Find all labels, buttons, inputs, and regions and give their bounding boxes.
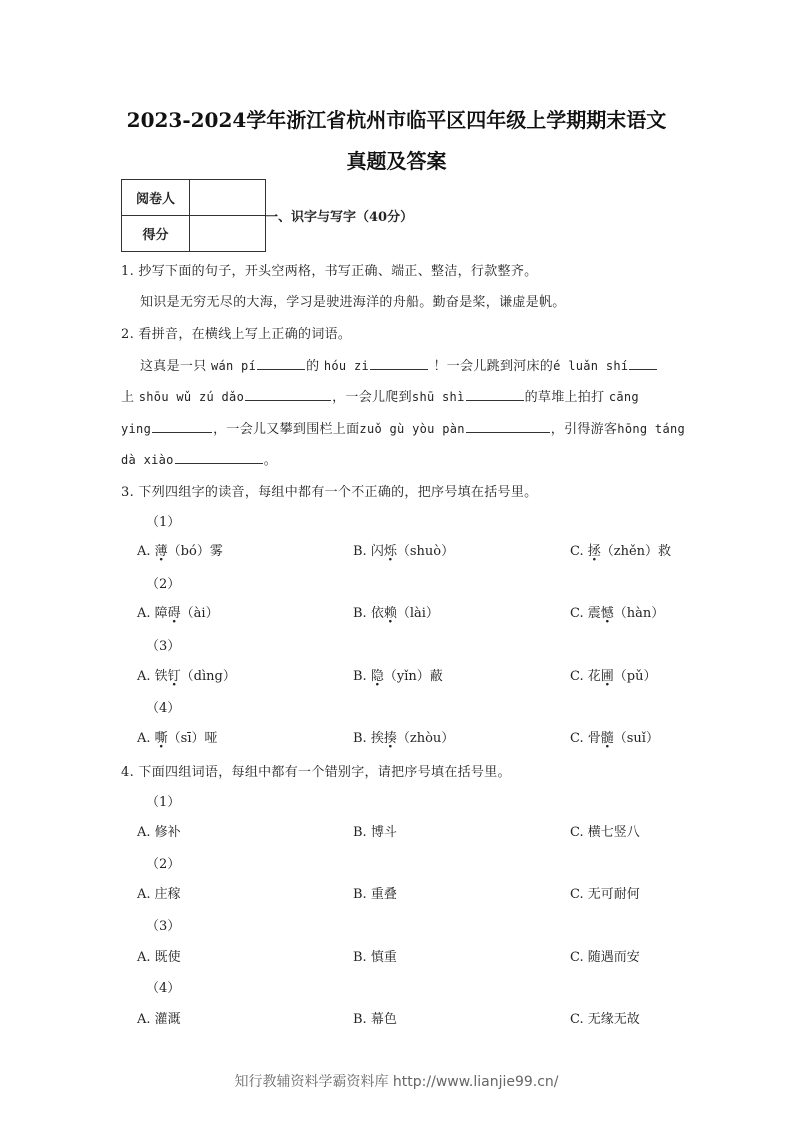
pinyin: shōu wǔ zú dǎo — [138, 390, 245, 404]
dotted-char: 烁 — [383, 544, 397, 559]
document-title-line-1: 2023-2024学年浙江省杭州市临平区四年级上学期期末语文 — [126, 108, 667, 132]
option-c[interactable]: C. 随遇而安 — [570, 950, 640, 965]
group-number: （3） — [146, 919, 181, 934]
group-number: （2） — [146, 577, 181, 592]
pinyin: shū shì — [411, 390, 465, 404]
option-b[interactable]: B. 慎重 — [353, 950, 397, 965]
option-a[interactable]: A. 既使 — [137, 950, 181, 965]
score-label: 得分 — [122, 216, 190, 252]
question-2-line-1 — [140, 355, 658, 374]
dotted-char: 隐 — [370, 669, 384, 684]
option-c[interactable]: C. 拯（zhěn）救 — [570, 544, 672, 559]
question-1-prompt: 1. 抄写下面的句子，开头空两格，书写正确、端正、整洁，行款整齐。 — [121, 264, 538, 279]
question-3-prompt: 3. 下列四组字的读音，每组中都有一个不正确的，把序号填在括号里。 — [121, 485, 538, 500]
answer-blank[interactable] — [152, 420, 212, 433]
pinyin: wán pí — [210, 359, 257, 373]
dotted-char: 嘶 — [154, 731, 168, 746]
reviewer-cell[interactable] — [190, 180, 266, 216]
text: ，一会儿又攀到围栏上面 — [213, 422, 360, 437]
answer-blank[interactable] — [245, 388, 331, 401]
option-b[interactable]: B. 博斗 — [353, 825, 397, 840]
question-2-prompt: 2. 看拼音，在横线上写上正确的词语。 — [121, 327, 352, 342]
text: ！一会儿跳到河床的 — [433, 359, 554, 374]
text: ，一会儿爬到 — [332, 390, 412, 405]
group-number: （4） — [146, 701, 181, 716]
option-b[interactable]: B. 重叠 — [353, 887, 397, 902]
option-a[interactable]: A. 障碍（ài） — [137, 606, 219, 621]
option-b[interactable]: B. 依赖（lài） — [353, 606, 439, 621]
dotted-char: 憾 — [600, 606, 614, 621]
score-cell[interactable] — [190, 216, 266, 252]
answer-blank[interactable] — [257, 357, 305, 370]
text: 的草堆上拍打 — [524, 390, 605, 405]
option-c[interactable]: C. 震憾（hàn） — [570, 606, 665, 621]
option-c[interactable]: C. 花圃（pǔ） — [570, 669, 657, 684]
pinyin: hōng táng — [617, 422, 686, 436]
dotted-char: 碍 — [167, 606, 181, 621]
option-a[interactable]: A. 灌溉 — [137, 1012, 181, 1027]
answer-blank[interactable] — [370, 357, 428, 370]
option-b[interactable]: B. 幕色 — [353, 1012, 397, 1027]
group-number: （3） — [146, 639, 181, 654]
question-2-line-3 — [121, 418, 685, 437]
dotted-char: 赖 — [383, 606, 397, 621]
pinyin: ying — [121, 422, 152, 436]
dotted-char: 薄 — [154, 544, 168, 559]
text: 这真是一只 — [140, 359, 207, 374]
question-1-sentence: 知识是无穷无尽的大海，学习是驶进海洋的舟船。勤奋是桨，谦虚是帆。 — [140, 295, 566, 310]
text: 。 — [263, 453, 277, 468]
section-heading: 一、识字与写字（40分） — [265, 210, 414, 225]
option-c[interactable]: C. 横七竖八 — [570, 825, 640, 840]
option-a[interactable]: A. 修补 — [137, 825, 181, 840]
option-c[interactable]: C. 骨髓（suǐ） — [570, 731, 659, 746]
pinyin: zuǒ gù yòu pàn — [359, 422, 465, 436]
pinyin: é luǎn shí — [553, 359, 629, 373]
option-b[interactable]: B. 隐（yǐn）蔽 — [353, 669, 443, 684]
dotted-char: 钉 — [167, 669, 181, 684]
question-4-prompt: 4. 下面四组词语，每组中都有一个错别字，请把序号填在括号里。 — [121, 765, 511, 780]
text: ，引得游客 — [550, 422, 618, 437]
text: 上 — [121, 390, 135, 405]
dotted-char: 圃 — [600, 669, 614, 684]
question-2-line-2 — [121, 386, 639, 405]
question-2-line-4 — [121, 449, 277, 468]
reviewer-label: 阅卷人 — [122, 180, 190, 216]
answer-blank[interactable] — [466, 420, 550, 433]
option-a[interactable]: A. 庄稼 — [137, 887, 181, 902]
answer-blank[interactable] — [175, 451, 263, 464]
option-a[interactable]: A. 嘶（sī）哑 — [137, 731, 218, 746]
option-a[interactable]: A. 铁钉（dìng） — [137, 669, 236, 684]
option-c[interactable]: C. 无缘无故 — [570, 1012, 640, 1027]
pinyin: dà xiào — [121, 453, 174, 467]
group-number: （1） — [146, 515, 181, 530]
dotted-char: 拯 — [587, 544, 601, 559]
dotted-char: 髓 — [600, 731, 614, 746]
option-b[interactable]: B. 挨揍（zhòu） — [353, 731, 455, 746]
score-table — [121, 179, 266, 252]
document-title-line-2: 真题及答案 — [346, 149, 447, 173]
group-number: （1） — [146, 795, 181, 810]
answer-blank[interactable] — [629, 357, 657, 370]
footer-watermark: 知行教辅资料学霸资料库 http://www.lianjie99.cn/ — [234, 1074, 559, 1090]
option-a[interactable]: A. 薄（bó）雾 — [137, 544, 223, 559]
pinyin: cāng — [608, 390, 639, 404]
option-b[interactable]: B. 闪烁（shuò） — [353, 544, 455, 559]
option-c[interactable]: C. 无可耐何 — [570, 887, 640, 902]
group-number: （4） — [146, 981, 181, 996]
answer-blank[interactable] — [466, 388, 524, 401]
dotted-char: 揍 — [383, 731, 397, 746]
pinyin: hóu zi — [323, 359, 370, 373]
group-number: （2） — [146, 857, 181, 872]
text: 的 — [306, 359, 320, 374]
